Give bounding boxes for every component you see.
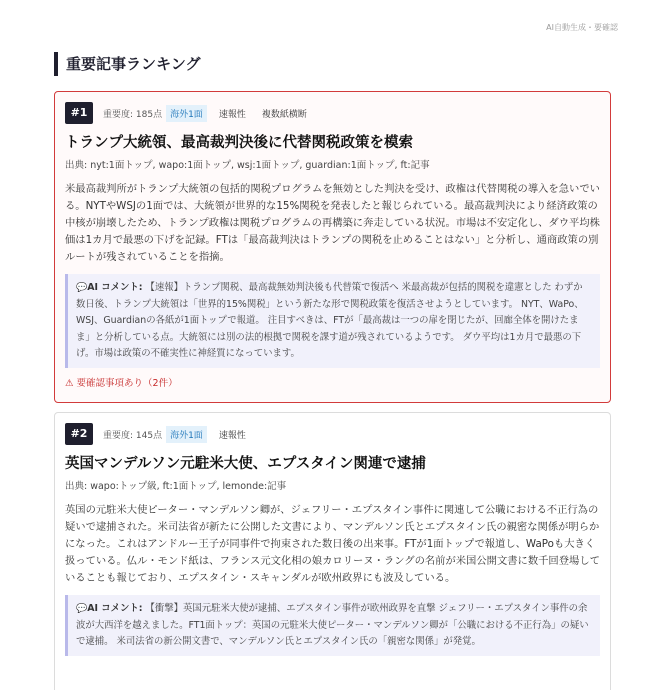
ai-generated-note: AI自動生成・要確認: [546, 23, 618, 32]
ai-comment-label: AI コメント:: [87, 603, 143, 614]
tag-breaking: 速報性: [218, 109, 246, 120]
article-sources: 出典: wapo:トップ級, ft:1面トップ, lemonde:記事: [65, 481, 287, 492]
article-card-2[interactable]: [54, 412, 611, 690]
ai-comment-box: [65, 595, 600, 656]
article-headline[interactable]: トランプ大統領、最高裁判決後に代替関税政策を模索: [65, 135, 413, 151]
tag-overseas-front: 海外1面: [166, 426, 207, 443]
ai-comment-text: 【衝撃】英国元駐米大使が逮捕、エプスタイン事件が欧州政界を直撃 ジェフリー・エプスタイン事件の余波が大西洋を越えました。FT1面トップ：英国の元駐米大使ピーター・マンデルソン卿が「公職における不正行為」の疑いで逮捕。 米司法省の新公開文書で、マンデルソン氏とエプスタイン氏の「親密な関係」が発覚。: [76, 603, 589, 647]
rank-badge: #2: [65, 423, 93, 445]
article-meta: [65, 423, 600, 445]
importance-score: 重要度: 145点: [103, 430, 163, 441]
rank-badge: #1: [65, 102, 93, 124]
speech-bubble-icon: 💬: [76, 604, 88, 614]
warning-notice[interactable]: ⚠ 要確認事項あり（2件）: [65, 377, 178, 389]
article-summary: 英国の元駐米大使ピーター・マンデルソン卿が、ジェフリー・エプスタイン事件に関連して公職における不正行為の疑いで逮捕された。米司法省が新たに公開した文書により、マンデルソン氏とエプスタイン氏の親密な関係が明らかになった。これはアンドルー王子が同事件で拘束された数日後の出来事。FTが1面トップで報道し、WaPoも大きく扱っている。仏ル・モンド紙は、フランス元文化相の娘カロリーヌ・ラングの名前が米国公開文書に数千回登場していることも報じており、エプスタイン・スキャンダルが欧州政界にも波及している。: [65, 504, 600, 584]
speech-bubble-icon: 💬: [76, 283, 88, 293]
article-headline[interactable]: 英国マンデルソン元駐米大使、エプスタイン関連で逮捕: [65, 456, 426, 472]
article-meta: [65, 102, 600, 124]
ai-comment-label: AI コメント:: [87, 282, 143, 293]
article-card-1[interactable]: [54, 91, 611, 403]
ai-comment-box: [65, 274, 600, 368]
importance-score: 重要度: 185点: [103, 109, 163, 120]
tag-breaking: 速報性: [218, 430, 246, 441]
ai-comment-text: 【速報】トランプ関税、最高裁無効判決後も代替策で復活へ 米最高裁が包括的関税を違憲とした わずか数日後、トランプ大統領は「世界的15%関税」という新たな形で関税政策を復活させようとしています。 NYT、WaPo、WSJ、Guardianの各紙が1面トップで報道。 注目すべきは、FTが「最高裁は一つの扉を閉じたが、回廊全体を開けたまま」と分析している点。大統領には別の法的根拠で関税を課す道が残されているようです。 ダウ平均は1カ月で最悪の下げ。市場は政策の不確実性に神経質になっています。: [76, 282, 584, 359]
article-summary: 米最高裁判所がトランプ大統領の包括的関税プログラムを無効とした判決を受け、政権は代替関税の導入を急いでいる。NYTやWSJの1面では、大統領が世界的な15%関税を発表したと報じられている。最高裁判決により経済政策の中核が崩壊したため、トランプ政権は関税プログラムの再構築に奔走している状況。市場は不安定化し、ダウ平均株価は1カ月で最悪の下げを記録。FTは「最高裁判決はトランプの関税を止めることはない」と分析し、通商政策の別ルートが残されていることを指摘。: [65, 183, 600, 263]
article-sources: 出典: nyt:1面トップ, wapo:1面トップ, wsj:1面トップ, guardian:1面トップ, ft:記事: [65, 160, 430, 171]
tag-cross-paper: 複数紙横断: [261, 109, 307, 120]
section-title: 重要記事ランキング: [54, 52, 201, 76]
tag-overseas-front: 海外1面: [166, 105, 207, 122]
